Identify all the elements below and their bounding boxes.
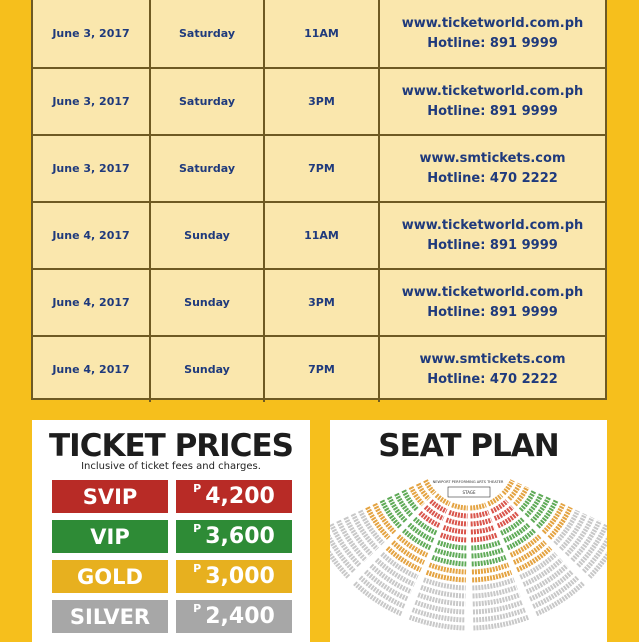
tier-price: 2,400 <box>205 604 275 629</box>
seat-section-vip <box>471 542 500 548</box>
seat-section-vip <box>435 550 466 556</box>
ticket-prices-panel <box>32 420 310 642</box>
outlet-hotline: Hotline: 470 2222 <box>427 371 558 387</box>
stage-label: STAGE <box>462 490 476 495</box>
tier-name: VIP <box>52 520 168 553</box>
seat-section-gold <box>470 505 486 508</box>
price-tier <box>52 600 292 633</box>
tier-price-box <box>176 600 292 633</box>
ticket-prices-title: TICKET PRICES <box>49 428 293 464</box>
seat-section-gold <box>472 565 509 572</box>
show-date: June 4, 2017 <box>52 296 130 309</box>
outlet-hotline: Hotline: 470 2222 <box>427 170 558 186</box>
seat-blocks <box>330 480 607 628</box>
seat-section-svip <box>449 512 467 516</box>
show-day: Sunday <box>149 337 263 402</box>
seat-section-gold <box>472 572 511 580</box>
seat-section-silver <box>536 583 583 614</box>
schedule-row <box>33 67 605 134</box>
seat-section-vip <box>472 557 506 564</box>
venue-label: NEWPORT PERFORMING ARTS THEATER <box>432 480 504 484</box>
seat-section-svip <box>471 520 492 524</box>
seat-section-gold <box>429 565 466 572</box>
tier-price-box <box>176 480 292 513</box>
ticket-outlet <box>378 136 605 201</box>
seat-section-vip <box>472 550 503 556</box>
seat-section-gold <box>503 480 512 493</box>
outlet-website: www.ticketworld.com.ph <box>401 15 584 31</box>
seat-section-gold <box>418 484 429 499</box>
show-date: June 3, 2017 <box>52 162 130 175</box>
seat-section-svip <box>446 520 467 524</box>
tier-price: 4,200 <box>205 484 275 509</box>
outlet-website: www.smtickets.com <box>419 351 566 367</box>
show-time: 7PM <box>263 136 378 201</box>
outlet-website: www.ticketworld.com.ph <box>401 217 584 233</box>
ticket-outlet <box>378 0 605 67</box>
show-date: June 4, 2017 <box>52 229 130 242</box>
schedule-row <box>33 335 605 402</box>
tier-price-box <box>176 520 292 553</box>
schedule-row <box>33 134 605 201</box>
show-day: Sunday <box>149 270 263 335</box>
show-date: June 3, 2017 <box>52 27 130 40</box>
peso-sign: P <box>193 562 202 575</box>
seat-section-silver <box>421 587 465 596</box>
ticket-outlet <box>378 203 605 268</box>
show-time: 11AM <box>263 0 378 67</box>
seat-plan-title: SEAT PLAN <box>378 428 559 464</box>
show-time: 3PM <box>263 270 378 335</box>
seat-section-vip <box>438 542 467 548</box>
price-tier <box>52 480 292 513</box>
seat-section-svip <box>471 535 497 540</box>
price-tier <box>52 520 292 553</box>
seat-plan-diagram <box>330 420 607 642</box>
tier-price-box <box>176 560 292 593</box>
tier-name: SVIP <box>52 480 168 513</box>
seat-section-silver <box>418 595 465 604</box>
tier-name: GOLD <box>52 560 168 593</box>
show-day: Saturday <box>149 0 263 67</box>
show-date: June 4, 2017 <box>52 363 130 376</box>
tier-price: 3,600 <box>205 524 275 549</box>
outlet-website: www.ticketworld.com.ph <box>401 83 584 99</box>
outlet-hotline: Hotline: 891 9999 <box>427 35 558 51</box>
price-tier <box>52 560 292 593</box>
outlet-hotline: Hotline: 891 9999 <box>427 237 558 253</box>
seat-section-svip <box>441 535 467 540</box>
seat-section-svip <box>470 512 488 516</box>
schedule-table <box>31 0 607 400</box>
show-time: 11AM <box>263 203 378 268</box>
peso-sign: P <box>193 602 202 615</box>
show-time: 3PM <box>263 69 378 134</box>
seat-plan-panel <box>330 420 607 642</box>
seat-section-gold <box>452 505 468 508</box>
seat-section-svip <box>471 527 495 532</box>
show-day: Saturday <box>149 136 263 201</box>
ticket-outlet <box>378 270 605 335</box>
show-day: Sunday <box>149 203 263 268</box>
peso-sign: P <box>193 482 202 495</box>
schedule-row <box>33 268 605 335</box>
peso-sign: P <box>193 522 202 535</box>
ticket-prices-subtitle: Inclusive of ticket fees and charges. <box>81 461 261 472</box>
ticket-outlet <box>378 69 605 134</box>
schedule-row <box>33 0 605 67</box>
seat-section-svip <box>491 501 507 511</box>
tier-price: 3,000 <box>205 564 275 589</box>
seat-section-silver <box>355 583 402 614</box>
outlet-website: www.smtickets.com <box>419 150 566 166</box>
seat-section-svip <box>444 527 468 532</box>
tier-name: SILVER <box>52 600 168 633</box>
outlet-hotline: Hotline: 891 9999 <box>427 103 558 119</box>
seat-section-silver <box>410 617 465 628</box>
schedule-row <box>33 201 605 268</box>
outlet-website: www.ticketworld.com.ph <box>401 284 584 300</box>
show-time: 7PM <box>263 337 378 402</box>
show-day: Saturday <box>149 69 263 134</box>
outlet-hotline: Hotline: 891 9999 <box>427 304 558 320</box>
ticket-outlet <box>378 337 605 402</box>
seat-section-vip <box>432 557 466 564</box>
show-date: June 3, 2017 <box>52 95 130 108</box>
